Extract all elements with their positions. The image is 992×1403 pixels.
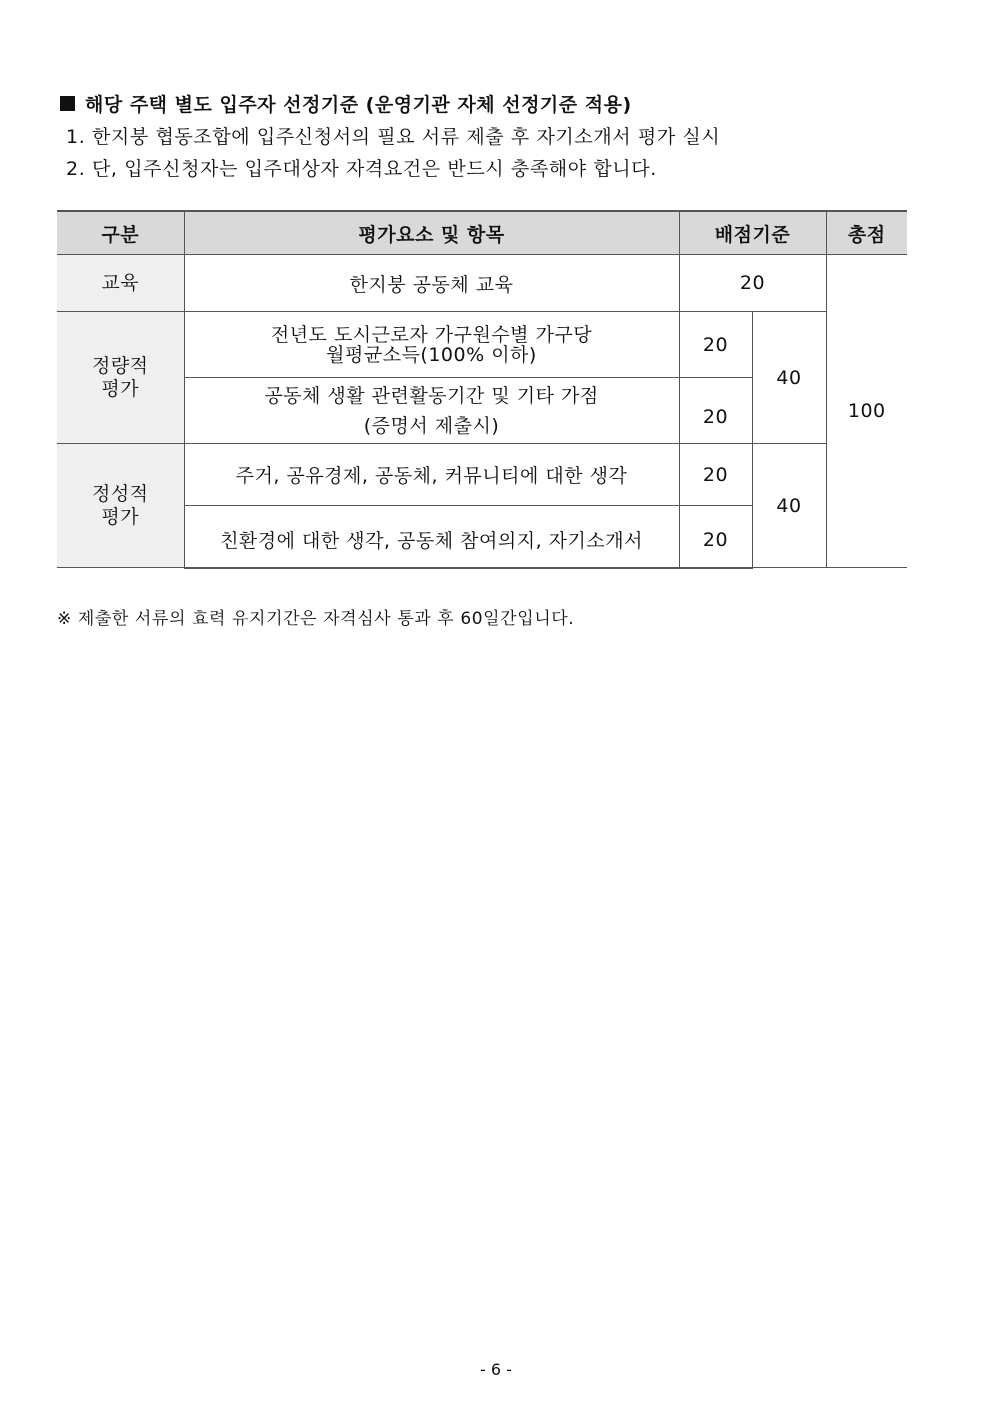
- category-qualitative: [57, 444, 184, 568]
- selection-criteria-table: [57, 210, 907, 569]
- item-line: 전년도 도시근로자 가구원수별 가구당: [270, 323, 593, 346]
- category-line: 평가: [101, 505, 140, 528]
- item-income: [184, 312, 679, 378]
- score-eco-opinion: 20: [679, 506, 752, 568]
- header-total: 총점: [826, 211, 907, 255]
- item-activity: [184, 378, 679, 444]
- subtotal-qualitative: 40: [752, 444, 826, 568]
- table-row: [57, 444, 907, 506]
- category-line: 평가: [101, 377, 140, 400]
- item-line: (증명서 제출시): [363, 414, 500, 437]
- score-housing-opinion: 20: [679, 444, 752, 506]
- subtotal-quantitative: 40: [752, 312, 826, 444]
- page-number: - 6 -: [480, 1360, 512, 1379]
- list-item: 2. 단, 입주신청자는 입주대상자 자격요건은 반드시 충족해야 합니다.: [66, 158, 657, 180]
- score-income: 20: [679, 312, 752, 378]
- table-header-row: [57, 211, 907, 255]
- score-activity: 20: [679, 378, 752, 444]
- list-item: 1. 한지붕 협동조합에 입주신청서의 필요 서류 제출 후 자기소개서 평가 실시: [66, 126, 721, 148]
- score-education: 20: [679, 255, 826, 312]
- category-line: 정성적: [91, 482, 149, 505]
- header-score: 배점기준: [679, 211, 826, 255]
- table-row: [57, 255, 907, 312]
- total-score: 100: [826, 255, 907, 568]
- item-education: 한지붕 공동체 교육: [184, 255, 679, 312]
- category-education: 교육: [57, 255, 184, 312]
- item-eco-opinion: 친환경에 대한 생각, 공동체 참여의지, 자기소개서: [184, 506, 679, 568]
- section-heading: [60, 90, 632, 117]
- category-quantitative: [57, 312, 184, 444]
- item-line: 월평균소득(100% 이하): [326, 343, 537, 366]
- validity-note: ※ 제출한 서류의 효력 유지기간은 자격심사 통과 후 60일간입니다.: [57, 609, 575, 629]
- table-row: [57, 312, 907, 378]
- header-category: 구분: [57, 211, 184, 255]
- category-line: 정량적: [91, 354, 149, 377]
- filled-square-icon: [60, 96, 75, 111]
- section-title-text: 해당 주택 별도 입주자 선정기준 (운영기관 자체 선정기준 적용): [85, 94, 632, 116]
- item-housing-opinion: 주거, 공유경제, 공동체, 커뮤니티에 대한 생각: [184, 444, 679, 506]
- item-line: 공동체 생활 관련활동기간 및 기타 가점: [264, 384, 599, 407]
- header-item: 평가요소 및 항목: [184, 211, 679, 255]
